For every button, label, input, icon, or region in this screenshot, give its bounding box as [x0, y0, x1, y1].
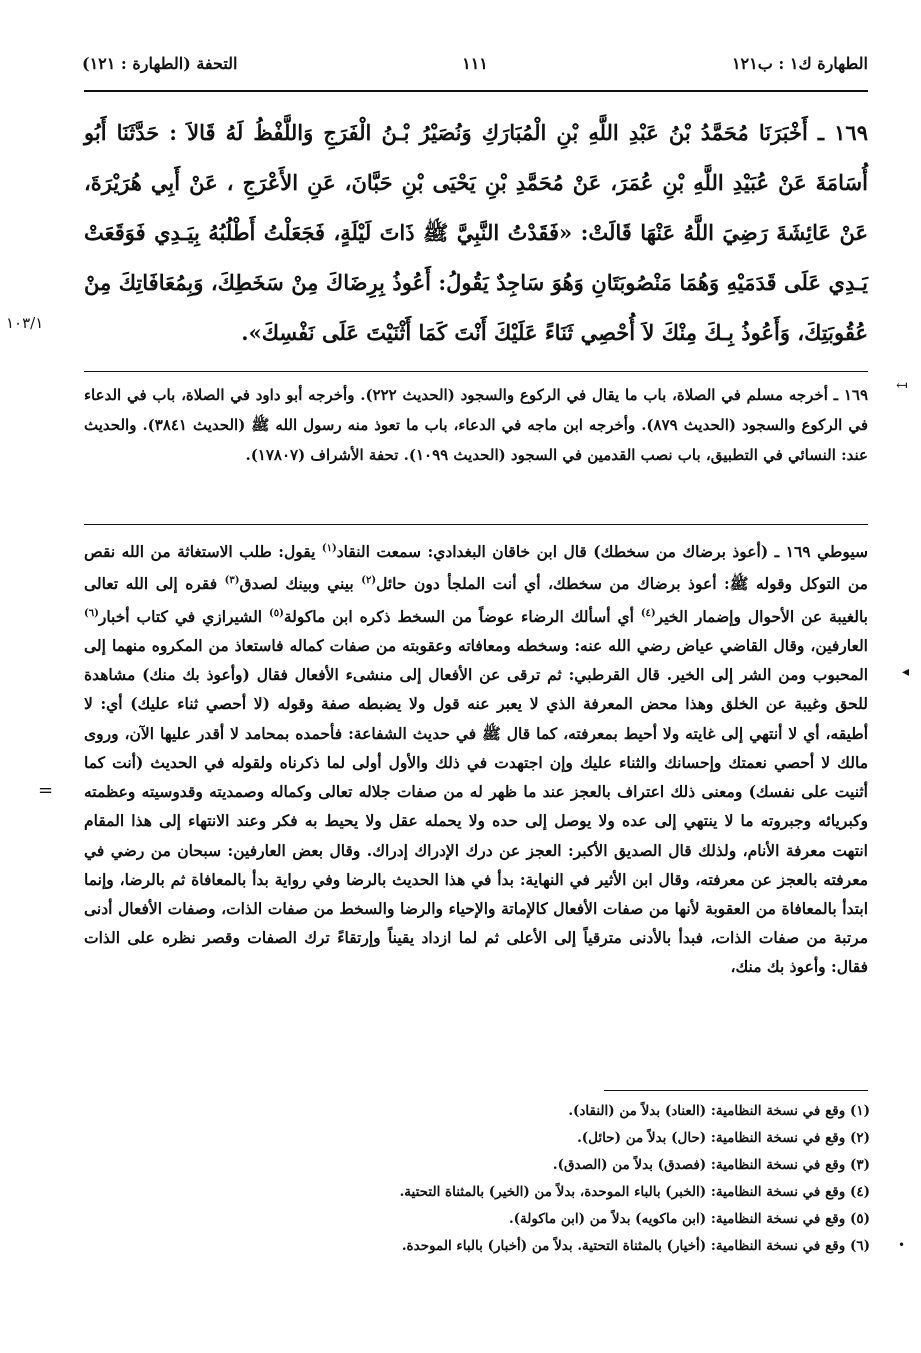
header-chapter-ref: الطهارة ك١ : ب١٢١	[731, 54, 868, 73]
footnote: (٣) وقع في نسخة النظامية: (فصدق) بدلاً من (الصدق).	[552, 1157, 870, 1173]
commentary-rule	[84, 524, 868, 525]
footnote-ref: (١)	[321, 543, 337, 554]
footnote-ref: (٢)	[361, 575, 377, 587]
commentary-part: أي أسألك الرضاء عوضاً من السخط ذكره ابن ماكولة	[283, 606, 641, 626]
footnotes	[300, 1098, 870, 1260]
footnote: (٦) وقع في نسخة النظامية: (أخيار) بالمثناة التحتية. بدلاً من (أخبار) بالباء الموحدة.	[401, 1238, 870, 1254]
page-number: ١١١	[462, 54, 488, 73]
commentary-part: الشيرازي في كتاب أخبار	[98, 606, 270, 626]
footnote-ref: (٥)	[269, 607, 284, 619]
footnote-ref: (٣)	[224, 575, 240, 587]
footnote: (٥) وقع في نسخة النظامية: (ابن ماكويه) بدلاً من (ابن ماكولة).	[508, 1211, 870, 1227]
hadith-text: ١٦٩ ـ أَخْبَرَنَا مُحَمَّدُ بْنُ عَبْدِ اللَّهِ بْنِ الْمُبَارَكِ وَنُصَيْرُ بْـنُ الْفَرَجِ وَاللَّفْظُ لَهُ قَالاَ : حَدَّثَنَا أَبُو أُسَامَةَ عَنْ عُبَيْدِ اللَّهِ بْنِ عُمَرَ، عَنْ مُحَمَّدِ بْنِ يَحْيَى بْنِ حَبَّانَ، عَنِ الأَعْرَجِ ، عَنْ أَبِي هُرَيْرَةَ، عَنْ عَائِشَةَ رَضِيَ اللَّهُ عَنْهَا قَالَتْ: «فَقَدْتُ النَّبِيَّ ﷺ ذَاتَ لَيْلَةٍ، فَجَعَلْتُ أَطْلُبُهُ بِيَـدِي فَوَقَعَتْ يَـدِي عَلَى قَدَمَيْهِ وَهُمَا مَنْصُوبَتَانِ وَهُوَ سَاجِدٌ يَقُولُ: أَعُوذُ بِرِضَاكَ مِنْ سَخَطِكَ، وَبِمُعَافَاتِكَ مِنْ عُقُوبَتِكَ، وَأَعُوذُ بِـكَ مِنْكَ لاَ أُحْصِي ثَنَاءً عَلَيْكَ أَنْتَ كَمَا أَثْنَيْتَ عَلَى نَفْسِكَ».	[84, 120, 868, 345]
takhrij-note: ١٦٩ ـ أخرجه مسلم في الصلاة، باب ما يقال في الركوع والسجود (الحديث ٢٢٢). وأخرجه أبو داود في الصلاة، باب في الدعاء في الركوع والسجود (الحديث ٨٧٩). وأخرجه ابن ماجه في الدعاء، باب ما تعوذ منه رسول الله ﷺ (الحديث ٣٨٤١). والحديث عند: النسائي في التطبيق، باب نصب القدمين في السجود (الحديث ١٠٩٩). تحفة الأشراف (١٧٨٠٧).	[84, 386, 869, 464]
footnote: (٢) وقع في نسخة النظامية: (حال) بدلاً من (حائل).	[577, 1130, 870, 1146]
footnotes-rule	[604, 1090, 868, 1091]
footnote-ref: (٦)	[84, 607, 99, 619]
footnote: (٤) وقع في نسخة النظامية: (الخبر) بالباء الموحدة، بدلاً من (الخير) بالمثناة التحتية.	[399, 1184, 870, 1200]
footnote: (١) وقع في نسخة النظامية: (العناد) بدلاً من (النقاد).	[568, 1103, 870, 1119]
header-tuhfa-ref: التحفة (الطهارة : ١٢١)	[82, 54, 238, 73]
commentary-part: فقره إلى الله تعالى بالغيبة عن الأحوال وإضمار الخير	[84, 574, 868, 626]
margin-tick-mark: ◂	[902, 664, 910, 680]
commentary-part: يقول: طلب الاستغاثة من الله نقص من التوكل وقوله ﷺ: أعوذ برضاك من سخطك، أي أنت الملجأ دون حائل	[84, 542, 868, 594]
header-rule	[84, 90, 868, 92]
margin-dot-mark: •	[898, 1238, 906, 1252]
takhrij-rule	[84, 371, 868, 372]
footnote-ref: (٤)	[640, 607, 656, 619]
margin-arrow-mark: ↤	[896, 378, 908, 394]
suyuti-commentary	[84, 534, 868, 982]
margin-continuation-mark: =	[38, 780, 54, 801]
running-head	[82, 54, 868, 80]
commentary-part: سيوطي ١٦٩ ـ (أعوذ برضاك من سخطك) قال ابن خاقان البغدادي: سمعت النقاد	[336, 542, 869, 562]
commentary-part: العارفين، وقال القاضي عياض رضي الله عنه: وسخطه ومعافاته وعقوبته من صفات كماله فاستعاذ من المكروه منهما إلى المحبوب ومن الشر إلى الخير. قال القرطبي: ثم ترقى عن الأفعال إلى منشىء الأفعال فقال (وأعوذ بك منك) مشاهدة للحق وغيبة عن الخلق وهذا محض المعرفة الذي لا يعبر عنه قول ولا يضبطه صفة وقوله (لا أحصي ثناء عليك) أي: لا أطيقه، أي لا أنتهي إلى غايته ولا أحيط بمعرفته، كما قال ﷺ في حديث الشفاعة: فأحمده بمحامد لا أقدر عليها الآن، وروى مالك لا أحصي نعمتك وإحسانك والثناء عليك وإن اجتهدت في ذلك والأول أولى لما ذكرناه ولقوله في الحديث (أنت كما أثنيت على نفسك) ومعنى ذلك اعتراف بالعجز عند ما ظهر له من صفات جلاله تعالى وكماله وصمديته وقدوسيته وعظمته وكبريائه وجبروته ما لا ينتهي إلى عده ولا يوصل إلى حده ولا يحمله عقل ولا يحيط به فكر وعند الانتهاء إلى هذا المقام انتهت معرفة الأنام، ولذلك قال الصديق الأكبر: العجز عن درك الإدراك إدراك. وقال بعض العارفين: سبحان من رضي في معرفته بالعجز عن معرفته، وقال ابن الأثير في النهاية: بدأ في هذا الحديث بالرضا وفي رواية بدأ بالمعافاة ثم بالرضا، وإنما ابتدأ بالمعافاة من العقوبة لأنها من صفات الأفعال كالإماتة والإحياء والرضا والسخط من صفات الذات، وصفات الأفعال أدنى مرتبة من صفات الذات، فبدأ بالأدنى مترقياً إلى الأعلى ثم لما ازداد يقيناً وإرتقاءً ترك الصفات وقصر نظره على الذات فقال: وأعوذ بك منك،	[84, 636, 868, 977]
margin-folio-number: ١٠٣/١	[6, 314, 44, 332]
commentary-part: بيني وبينك لصدق	[239, 574, 362, 594]
